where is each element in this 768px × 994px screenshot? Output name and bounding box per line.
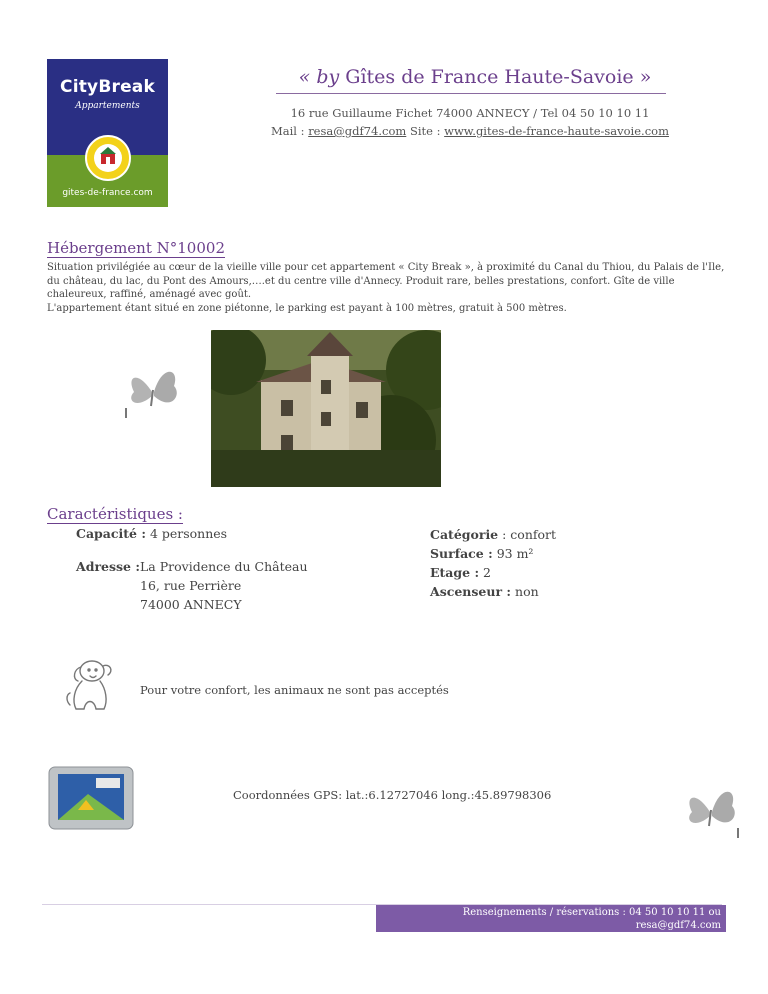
category-label: Catégorie <box>430 527 499 542</box>
capacity-value: 4 personnes <box>149 526 228 541</box>
floor <box>430 563 556 582</box>
butterfly-icon <box>676 782 746 840</box>
address-value <box>140 557 308 614</box>
header-title <box>260 66 690 88</box>
gites-seal-icon <box>85 135 131 181</box>
lift-label: Ascenseur : <box>430 584 512 599</box>
lift <box>430 582 556 601</box>
butterfly-icon <box>118 362 188 420</box>
floor-label: Etage : <box>430 565 480 580</box>
mail-link[interactable]: resa@gdf74.com <box>308 124 407 138</box>
header-by: « by <box>298 66 340 88</box>
parking-paragraph: L'appartement étant situé en zone piétonne, le parking est payant à 100 mètres, gratuit à 500 mètres. <box>47 302 567 314</box>
address-line: 74000 ANNECY <box>140 597 242 612</box>
address-line: La Providence du Château <box>140 559 308 574</box>
surface-value: 93 m² <box>496 546 534 561</box>
lift-value: non <box>515 584 539 599</box>
logo-site: gites-de-france.com <box>62 188 153 198</box>
footer-email: resa@gdf74.com <box>635 919 721 931</box>
mail-label: Mail : <box>271 124 305 138</box>
capacity <box>76 524 227 543</box>
surface-label: Surface : <box>430 546 493 561</box>
site-link[interactable]: www.gites-de-france-haute-savoie.com <box>444 124 669 138</box>
gps-coordinates: Coordonnées GPS: lat.:6.12727046 long.:45.89798306 <box>233 788 552 802</box>
animals-notice: Pour votre confort, les animaux ne sont pas acceptés <box>140 683 449 697</box>
gps-device-icon <box>48 766 134 830</box>
surface <box>430 544 556 563</box>
footer-line: Renseignements / réservations : 04 50 10 10 11 ou <box>462 907 721 918</box>
dog-icon <box>62 657 116 715</box>
header-address: 16 rue Guillaume Fichet 74000 ANNECY / Tel 04 50 10 10 11 <box>290 106 650 120</box>
site-label: Site : <box>409 124 441 138</box>
footer-contact <box>376 905 726 932</box>
header-org: Gîtes de France Haute-Savoie » <box>345 66 652 88</box>
category-value: : confort <box>502 527 557 542</box>
listing-title: Hébergement N°10002 <box>47 239 225 257</box>
floor-value: 2 <box>483 565 491 580</box>
logo-subtitle: Appartements <box>75 101 140 111</box>
citybreak-logo <box>47 59 168 207</box>
description-paragraph: Situation privilégiée au cœur de la vieille ville pour cet appartement « City Break », à proximité du Canal du Thiou, du Palais de l'Ile, du château, du lac, du Pont des Amours,….et du centre ville d'Annecy. Produit rare, belles prestations, confort. Gîte de ville chaleureux, raffiné, aménagé avec goût. <box>47 262 725 300</box>
address-line: 16, rue Perrière <box>140 578 242 593</box>
logo-brand: CityBreak <box>60 77 155 97</box>
chateau-photo <box>211 330 441 487</box>
header-divider <box>276 93 666 94</box>
listing-description <box>47 261 727 315</box>
features-right <box>430 525 556 601</box>
features-title: Caractéristiques : <box>47 505 183 523</box>
header-contact <box>260 124 680 138</box>
capacity-label: Capacité : <box>76 526 146 541</box>
address-label: Adresse : <box>76 559 140 574</box>
category <box>430 525 556 544</box>
